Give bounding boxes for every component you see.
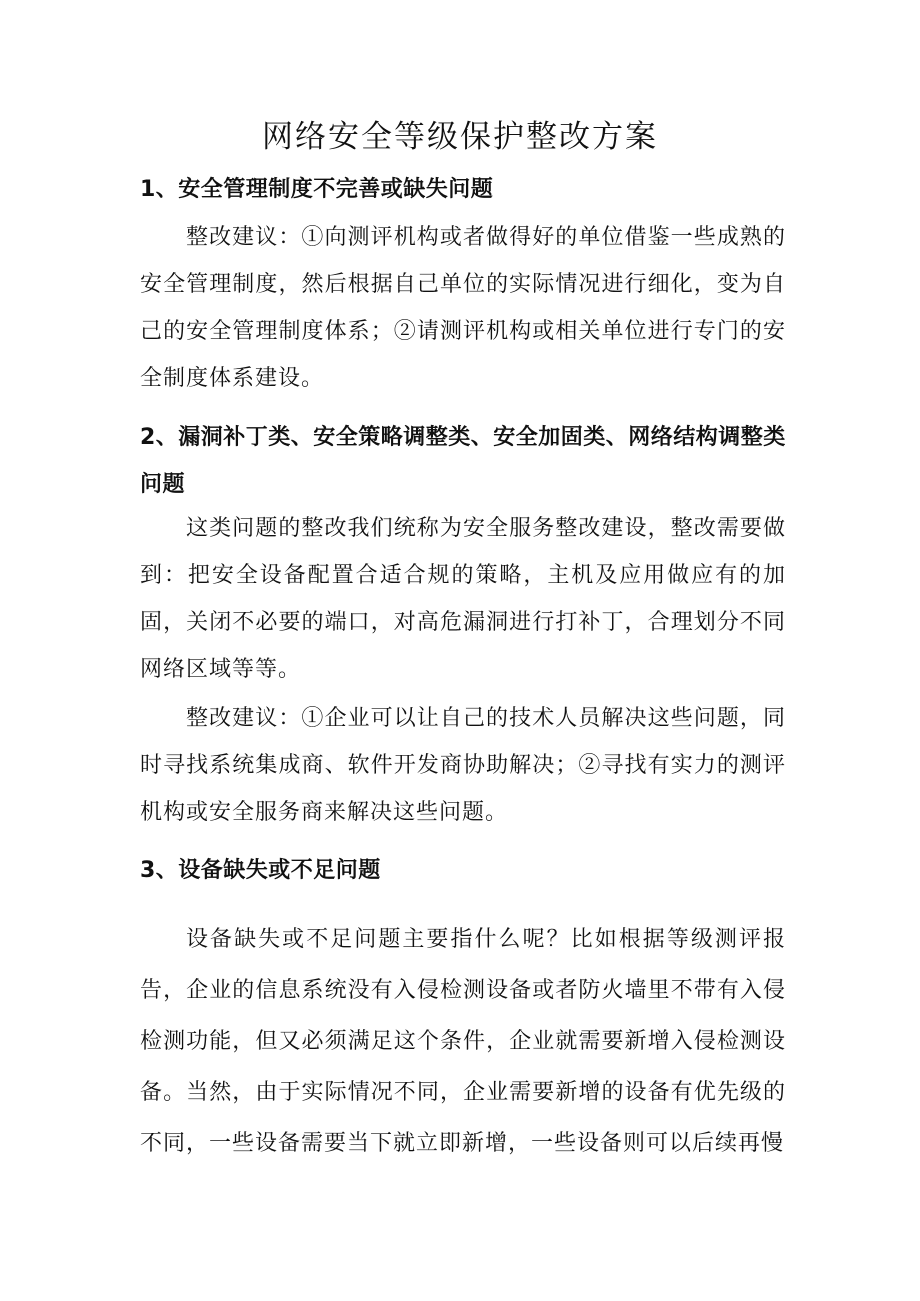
section-3-paragraph-1: 设备缺失或不足问题主要指什么呢？比如根据等级测评报告，企业的信息系统没有入侵检测设备或者防火墙里不带有入侵检测功能，但又必须满足这个条件，企业就需要新增入侵检测设备。当然，由于实际情况不同，企业需要新增的设备有优先级的不同，一些设备需要当下就立即新增，一些设备则可以后续再慢 [140, 927, 786, 1156]
section-heading-3: 3、设备缺失或不足问题 [140, 858, 381, 883]
section-2-paragraph-2: 整改建议：①企业可以让自己的技术人员解决这些问题，同时寻找系统集成商、软件开发商协助解决；②寻找有实力的测评机构或安全服务商来解决这些问题。 [140, 706, 786, 825]
section-1-paragraph-1: 整改建议：①向测评机构或者做得好的单位借鉴一些成熟的安全管理制度，然后根据自己单位的实际情况进行细化，变为自己的安全管理制度体系；②请测评机构或相关单位进行专门的安全制度体系建设。 [140, 225, 786, 391]
section-heading-1: 1、安全管理制度不完善或缺失问题 [140, 177, 494, 202]
section-2-paragraph-1: 这类问题的整改我们统称为安全服务整改建设，整改需要做到：把安全设备配置合适合规的策略，主机及应用做应有的加固，关闭不必要的端口，对高危漏洞进行打补丁，合理划分不同网络区域等等。 [140, 516, 786, 682]
document-title: 网络安全等级保护整改方案 [262, 119, 658, 155]
section-heading-2: 2、漏洞补丁类、安全策略调整类、安全加固类、网络结构调整类问题 [140, 425, 786, 497]
